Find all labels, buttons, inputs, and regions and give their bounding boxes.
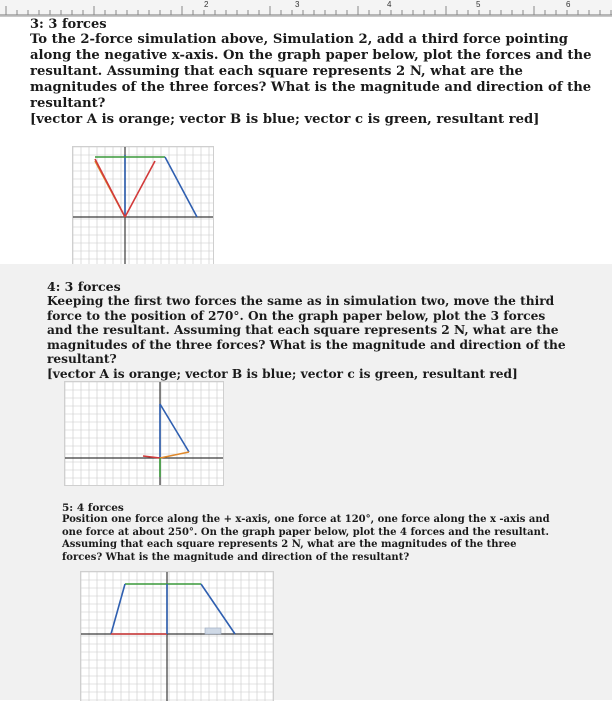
ruler-number: 5 (476, 0, 481, 9)
vector-d (201, 584, 235, 634)
vector-c (160, 452, 189, 458)
vector-plot-4-3-forces (65, 382, 223, 485)
vector-plot-5-4-forces (81, 572, 273, 701)
section-4-heading: 4: 3 forces (47, 279, 121, 294)
section-3-legend: [vector A is orange; vector B is blue; vector c is green, resultant red] (30, 112, 540, 127)
graph-paper-4-3-forces (64, 381, 224, 486)
vector-a (160, 404, 189, 452)
section-4 (47, 279, 567, 381)
ruler-ticks (0, 0, 612, 16)
section-5 (62, 502, 552, 564)
vector-plot-3-forces (73, 147, 213, 265)
graph-paper-5-4-forces (80, 571, 274, 701)
graph-paper-3-forces (72, 146, 214, 266)
resultant-vector-2 (125, 161, 155, 217)
section-5-heading: 5: 4 forces (62, 502, 124, 514)
ruler-number: 6 (566, 0, 571, 9)
section-4-legend: [vector A is orange; vector B is blue; vector c is green, resultant red] (47, 366, 518, 381)
ruler-number: 4 (387, 0, 392, 9)
ruler-number: 3 (295, 0, 300, 9)
section-3 (30, 17, 608, 128)
section-5-body: Position one force along the + x-axis, one force at 120°, one force along the x -axis and one force at about 250°. On the graph paper below, plot the 4 forces and the resultant. Assuming that each square represents 2 N, what are the magnitudes of the three forces? What is the magnitude and direction of the resultant? (62, 514, 550, 563)
section-3-body: To the 2-force simulation above, Simulation 2, add a third force pointing along the negative x-axis. On the graph paper below, plot the forces and the resultant. Assuming that each square represents 2 N, what are the magnitudes of the three forces? What is the magnitude and direction of the resultant? (30, 32, 592, 111)
section-3-heading: 3: 3 forces (30, 17, 107, 32)
label-box (205, 628, 221, 634)
resultant-vector (95, 159, 125, 217)
ruler-number: 2 (204, 0, 209, 9)
section-4-body: Keeping the first two forces the same as in simulation two, move the third force to the position of 270°. On the graph paper below, plot the 3 forces and the resultant. Assuming that each square represents 2 N, what are the magnitudes of the three forces? What is the magnitude and direction of the resultant? (47, 294, 566, 366)
ruler (0, 0, 612, 17)
